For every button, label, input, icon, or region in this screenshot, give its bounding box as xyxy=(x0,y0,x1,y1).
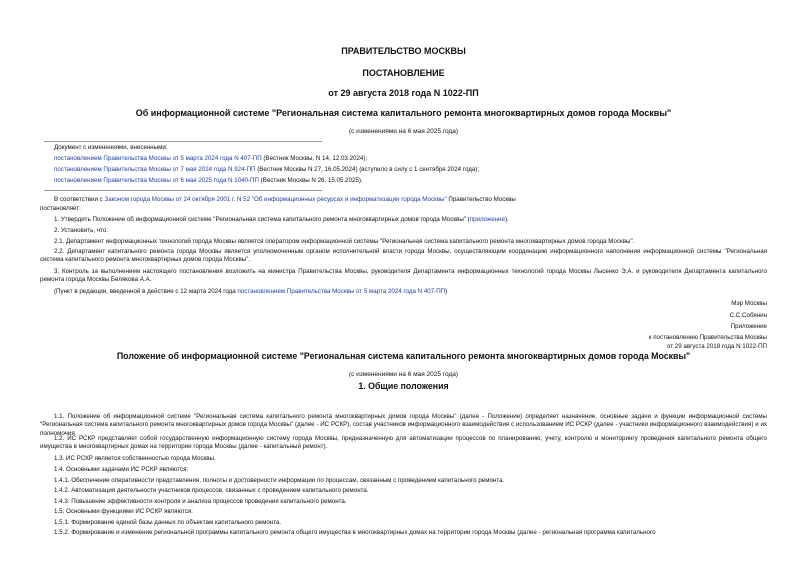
clause-text: 1. Утвердить Положение об информационной системе "Региональная система капитального ремонта многоквартирных домов города Москвы" ( xyxy=(54,216,470,223)
signature-name: С.С.Собянин xyxy=(729,312,767,319)
paragraph: 1.4.3. Повышение эффективности контроля и анализа процессов проведения капитального ремонта. xyxy=(54,498,347,505)
appendix-label: Приложение xyxy=(730,323,767,330)
paragraph: 1.5. Основными функциями ИС РСКР являются: xyxy=(54,508,193,515)
change-link[interactable]: постановлением Правительства Москвы от 5 марта 2024 года N 407-ПП xyxy=(54,155,262,162)
change-link[interactable]: постановлением Правительства Москвы от 7 мая 2024 года N 924-ПП xyxy=(54,166,256,173)
preamble-text: В соответствии с xyxy=(54,196,105,203)
appendix-date-number: от 29 августа 2018 года N 1022-ПП xyxy=(666,343,767,350)
law-link[interactable]: Законом города Москвы от 24 октября 2001 г. N 52 "Об информационных ресурсах и информатизации города Москвы" xyxy=(104,196,447,203)
regulation-amendments-note: (с изменениями на 6 мая 2025 года) xyxy=(348,371,459,378)
document-type-heading: ПОСТАНОВЛЕНИЕ xyxy=(362,68,445,78)
document-title: Об информационной системе "Региональная система капитального ремонта многоквартирных домов города Москвы" xyxy=(135,108,672,118)
signature-position: Мэр Москвы xyxy=(731,300,767,307)
clause-text: ). xyxy=(504,216,509,223)
change-item xyxy=(54,177,363,185)
issuer-heading: ПРАВИТЕЛЬСТВО МОСКВЫ xyxy=(341,46,466,56)
appendix-link[interactable]: приложение xyxy=(469,216,505,223)
change-item-details: (Вестник Москвы, N 14, 12.03.2024); xyxy=(261,155,368,162)
paragraph: 1.5.1. Формирование единой базы данных по объектам капитального ремонта. xyxy=(54,519,282,526)
change-item xyxy=(54,155,367,163)
section-1-heading: 1. Общие положения xyxy=(358,381,449,391)
paragraph: 1.4.2. Автоматизация деятельности участников процессов, связанных с проведением капитального ремонта. xyxy=(54,487,369,494)
paragraph: 1.1. Положение об информационной системе "Региональная система капитального ремонта многоквартирных домов города Москвы" (далее - Положение) определяет назначение, основные задачи и функции информационной системы "Региональная система капитального ремонта многоквартирных домов города Москвы" (далее - ИС РСКР), состав участников информационного взаимодействия с использованием ИС РСКР (далее - участники информационного взаимодействия) и их полномочия. xyxy=(40,413,767,437)
change-item xyxy=(54,166,479,174)
clause-1 xyxy=(54,216,509,224)
appendix-to: к постановлению Правительства Москвы xyxy=(648,334,767,341)
preamble-text: Правительство Москвы xyxy=(446,196,516,203)
preamble-resolves: постановляет: xyxy=(40,205,81,212)
changes-intro: Документ с изменениями, внесенными: xyxy=(54,144,168,151)
paragraph: 1.2. ИС РСКР представляет собой государственную информационную систему города Москвы, предназначенную для автоматизации процессов по планированию, учету, контролю и мониторингу проведения капитального ремонта общего имущества в многоквартирных домах на территории города Москвы (далее - капитальный ремонт). xyxy=(40,435,767,451)
change-link[interactable]: постановлением Правительства Москвы от 6 мая 2025 года N 1040-ПП xyxy=(54,177,259,184)
paragraph: 1.5.2. Формирование и изменение региональной программы капитального ремонта общего имущества в многоквартирных домах на территории города Москвы (далее - региональная программа капитального xyxy=(54,529,656,536)
clause-2: 2. Установить, что: xyxy=(54,227,108,234)
paragraph: 1.4.1. Обеспечение оперативности представления, полноты и достоверности информации по процессам, связанным с проведением капитального ремонта. xyxy=(54,477,505,484)
document-date-number: от 29 августа 2018 года N 1022-ПП xyxy=(328,88,479,98)
amendments-note: (с изменениями на 6 мая 2025 года) xyxy=(348,128,459,135)
preamble xyxy=(54,196,516,204)
note-text: ) xyxy=(445,288,448,295)
change-item-details: (Вестник Москвы N 27, 16.05.2024) (вступило в силу с 1 сентября 2024 года); xyxy=(255,166,480,173)
clause-3: 3. Контроль за выполнением настоящего постановления возложить на министра Правительства Москвы, руководителя Департамента информационных технологий города Москвы Лысенко Э.А. и руководителя Департамента капитального ремонта города Москвы Белякова А.А. xyxy=(40,268,767,284)
change-item-details: (Вестник Москвы N 26, 15.05.2025). xyxy=(258,177,363,184)
amendment-link[interactable]: постановлением Правительства Москвы от 5 марта 2024 года N 407-ПП xyxy=(237,288,446,295)
paragraph: 1.3. ИС РСКР является собственностью города Москвы. xyxy=(54,455,216,462)
clause-3-note xyxy=(54,288,447,296)
regulation-title: Положение об информационной системе "Региональная система капитального ремонта многоквартирных домов города Москвы" xyxy=(116,351,691,361)
note-text: (Пункт в редакции, введенной в действие с 12 марта 2024 года xyxy=(54,288,238,295)
changes-top-divider xyxy=(44,141,322,142)
clause-2-2: 2.2. Департамент капитального ремонта города Москвы является уполномоченным органом исполнительной власти города Москвы, осуществляющим координацию информационного наполнения информационной системы "Региональная система капитального ремонта многоквартирных домов города Москвы". xyxy=(40,248,767,264)
clause-2-1: 2.1. Департамент информационных технологий города Москвы является оператором информационной системы "Региональная система капитального ремонта многоквартирных домов города Москвы". xyxy=(54,238,635,245)
paragraph: 1.4. Основными задачами ИС РСКР являются: xyxy=(54,466,189,473)
changes-bottom-divider xyxy=(44,190,322,191)
